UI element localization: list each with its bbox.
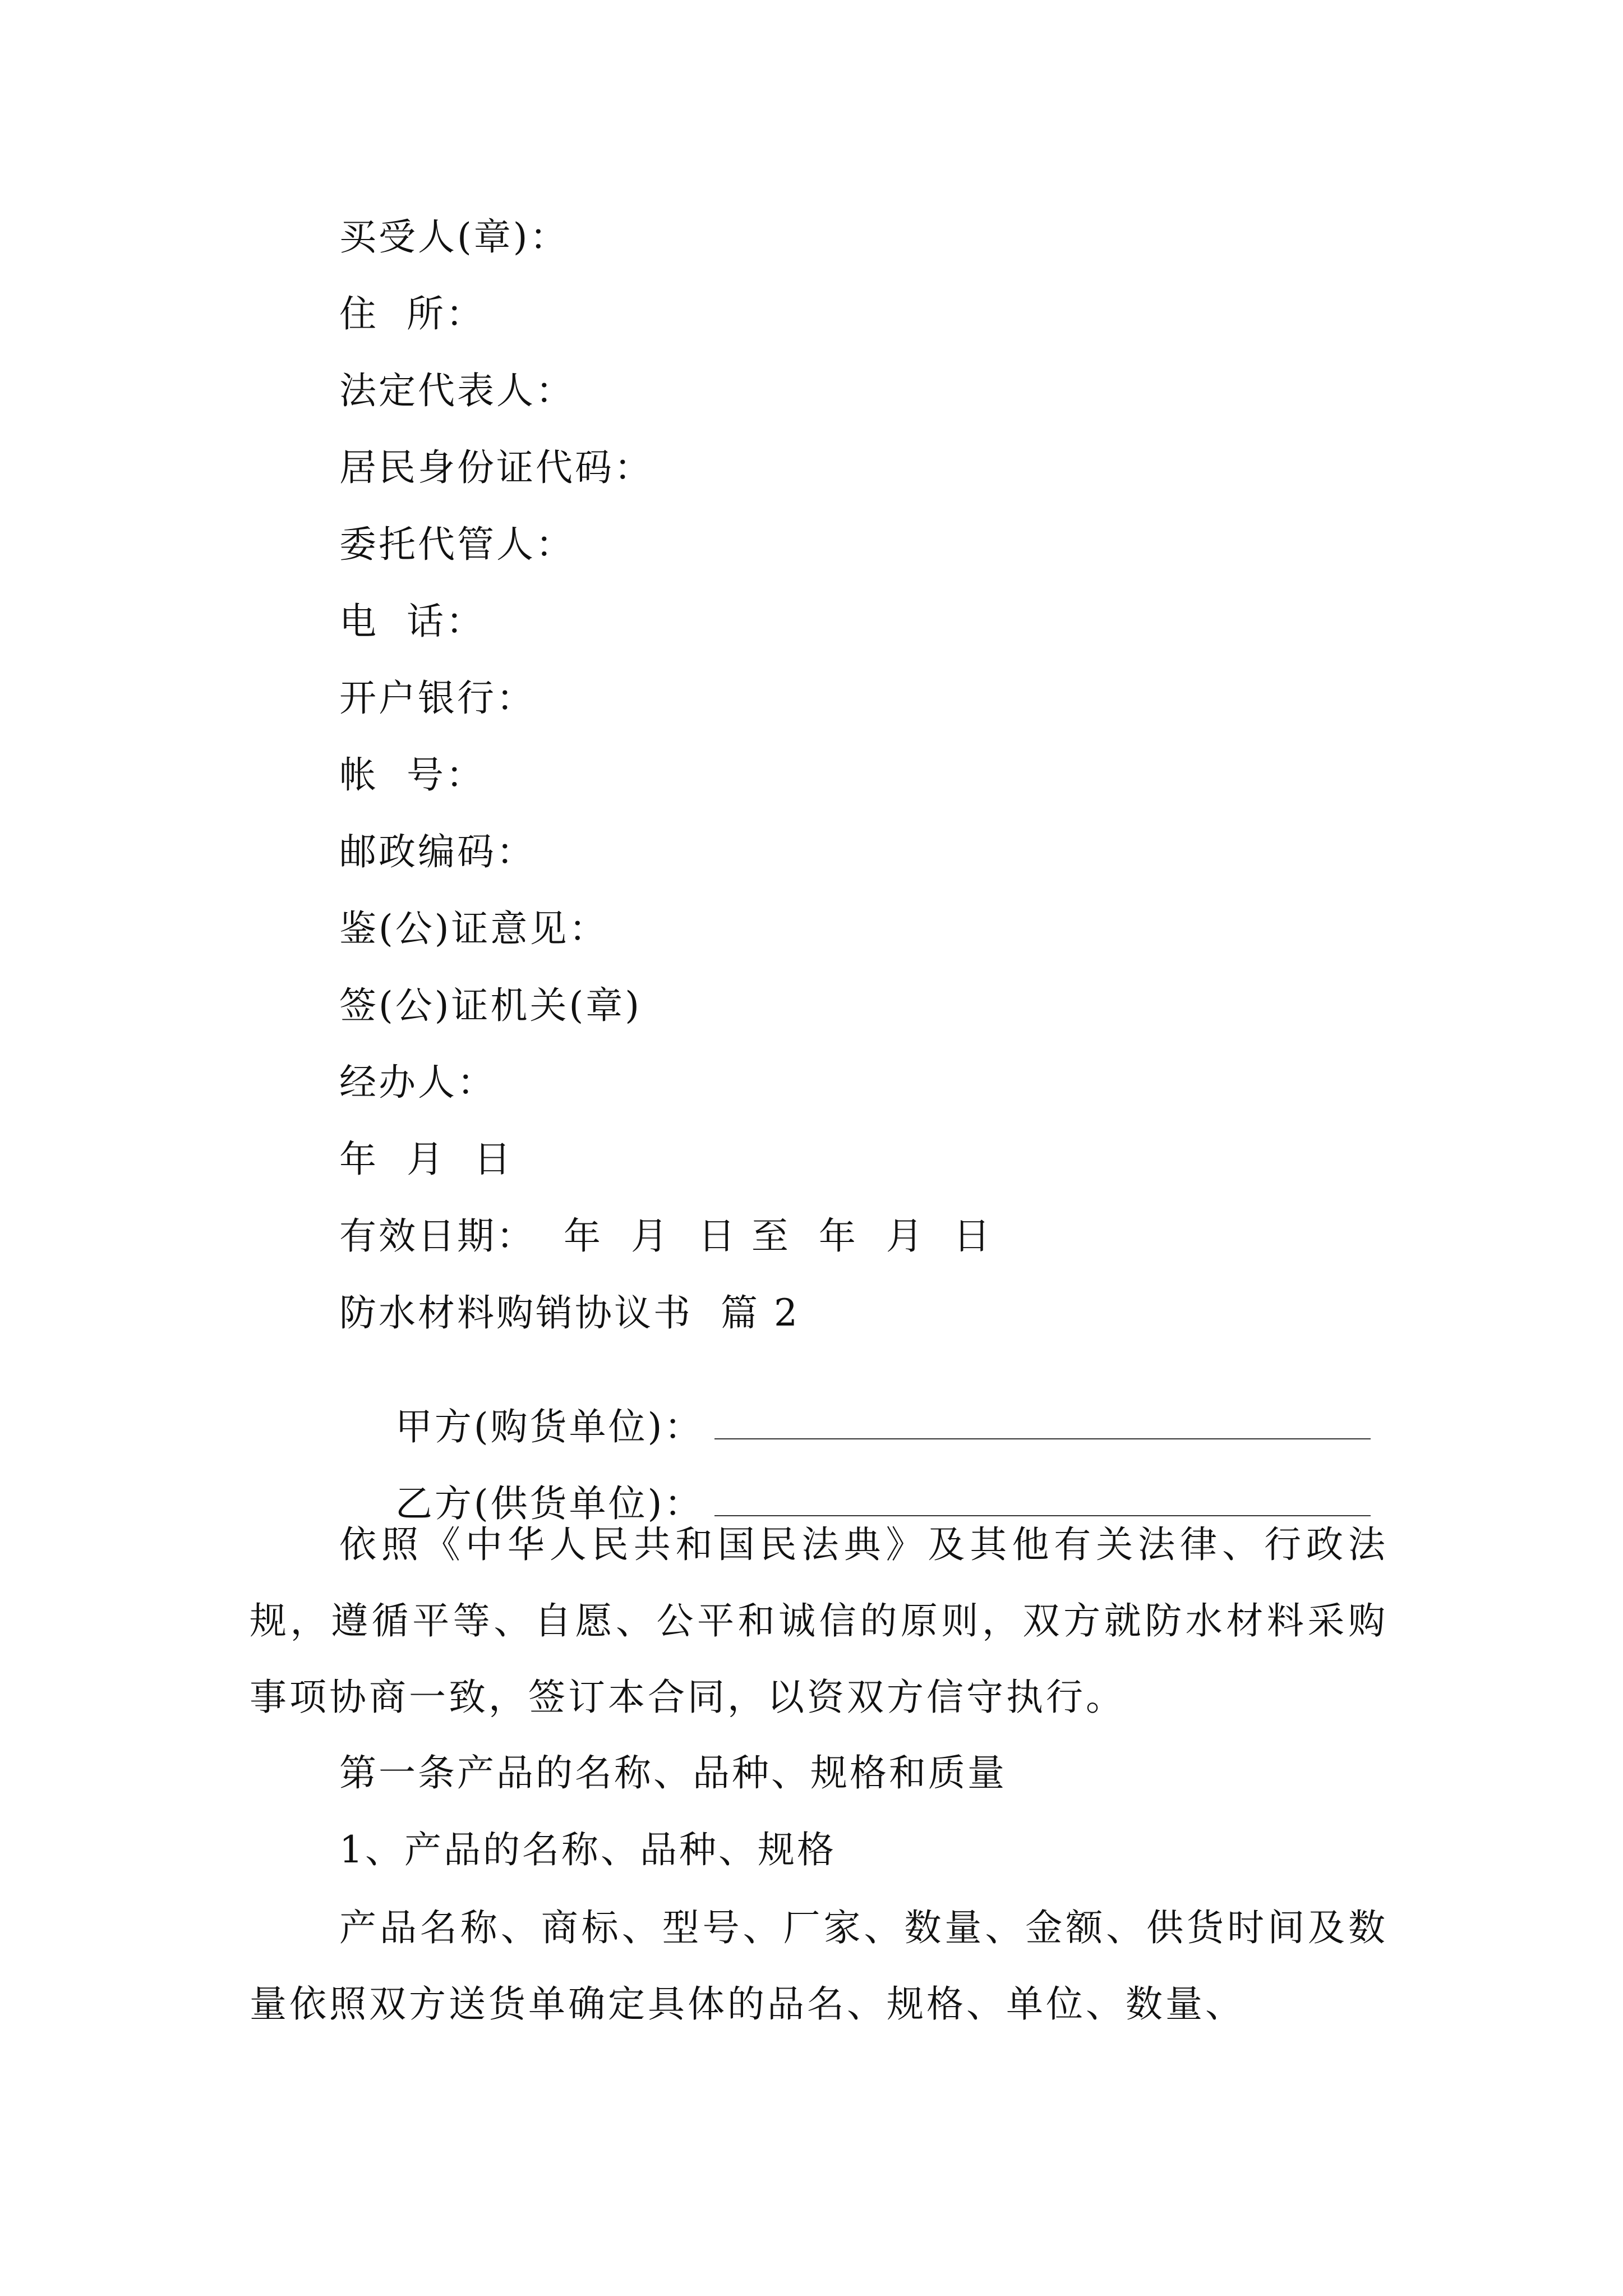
handler-label: 经办人： [339,1061,496,1104]
notary-opinion-label: 鉴(公)证意见： [339,907,608,950]
party-a-blank [714,1416,1371,1439]
item-1-heading: 1、产品的名称、品种、规格 [339,1828,836,1871]
buyer-label: 买受人(章)： [339,215,569,259]
party-b-label: 乙方(供货单位)： [395,1482,704,1525]
notary-office-label: 签(公)证机关(章) [339,984,642,1027]
intro-paragraph: 依照《中华人民共和国民法典》及其他有关法律、行政法规，遵循平等、自愿、公平和诚信的原则，双方就防水材料采购事项协商一致，签订本合同，以资双方信守执行。 [250,1523,1388,1719]
bank-label: 开户银行： [339,677,536,720]
party-a-label: 甲方(购货单位)： [395,1405,704,1448]
date-line: 年 月 日 [339,1138,513,1181]
agent-label: 委托代管人： [339,523,575,566]
address-label: 住 所： [339,292,485,335]
id-code-label: 居民身份证代码： [339,446,653,489]
product-paragraph: 产品名称、商标、型号、厂家、数量、金额、供货时间及数量依照双方送货单确定具体的品名、规格、单位、数量、 [250,1906,1388,2026]
postcode-label: 邮政编码： [339,830,536,873]
validity-line: 有效日期： 年 月 日 至 年 月 日 [339,1214,993,1258]
phone-label: 电 话： [339,600,485,643]
section-title: 防水材料购销协议书 篇 2 [339,1291,800,1335]
article-1-heading: 第一条产品的名称、品种、规格和质量 [339,1751,1007,1795]
account-label: 帐 号： [339,753,485,797]
legal-rep-label: 法定代表人： [339,369,575,412]
